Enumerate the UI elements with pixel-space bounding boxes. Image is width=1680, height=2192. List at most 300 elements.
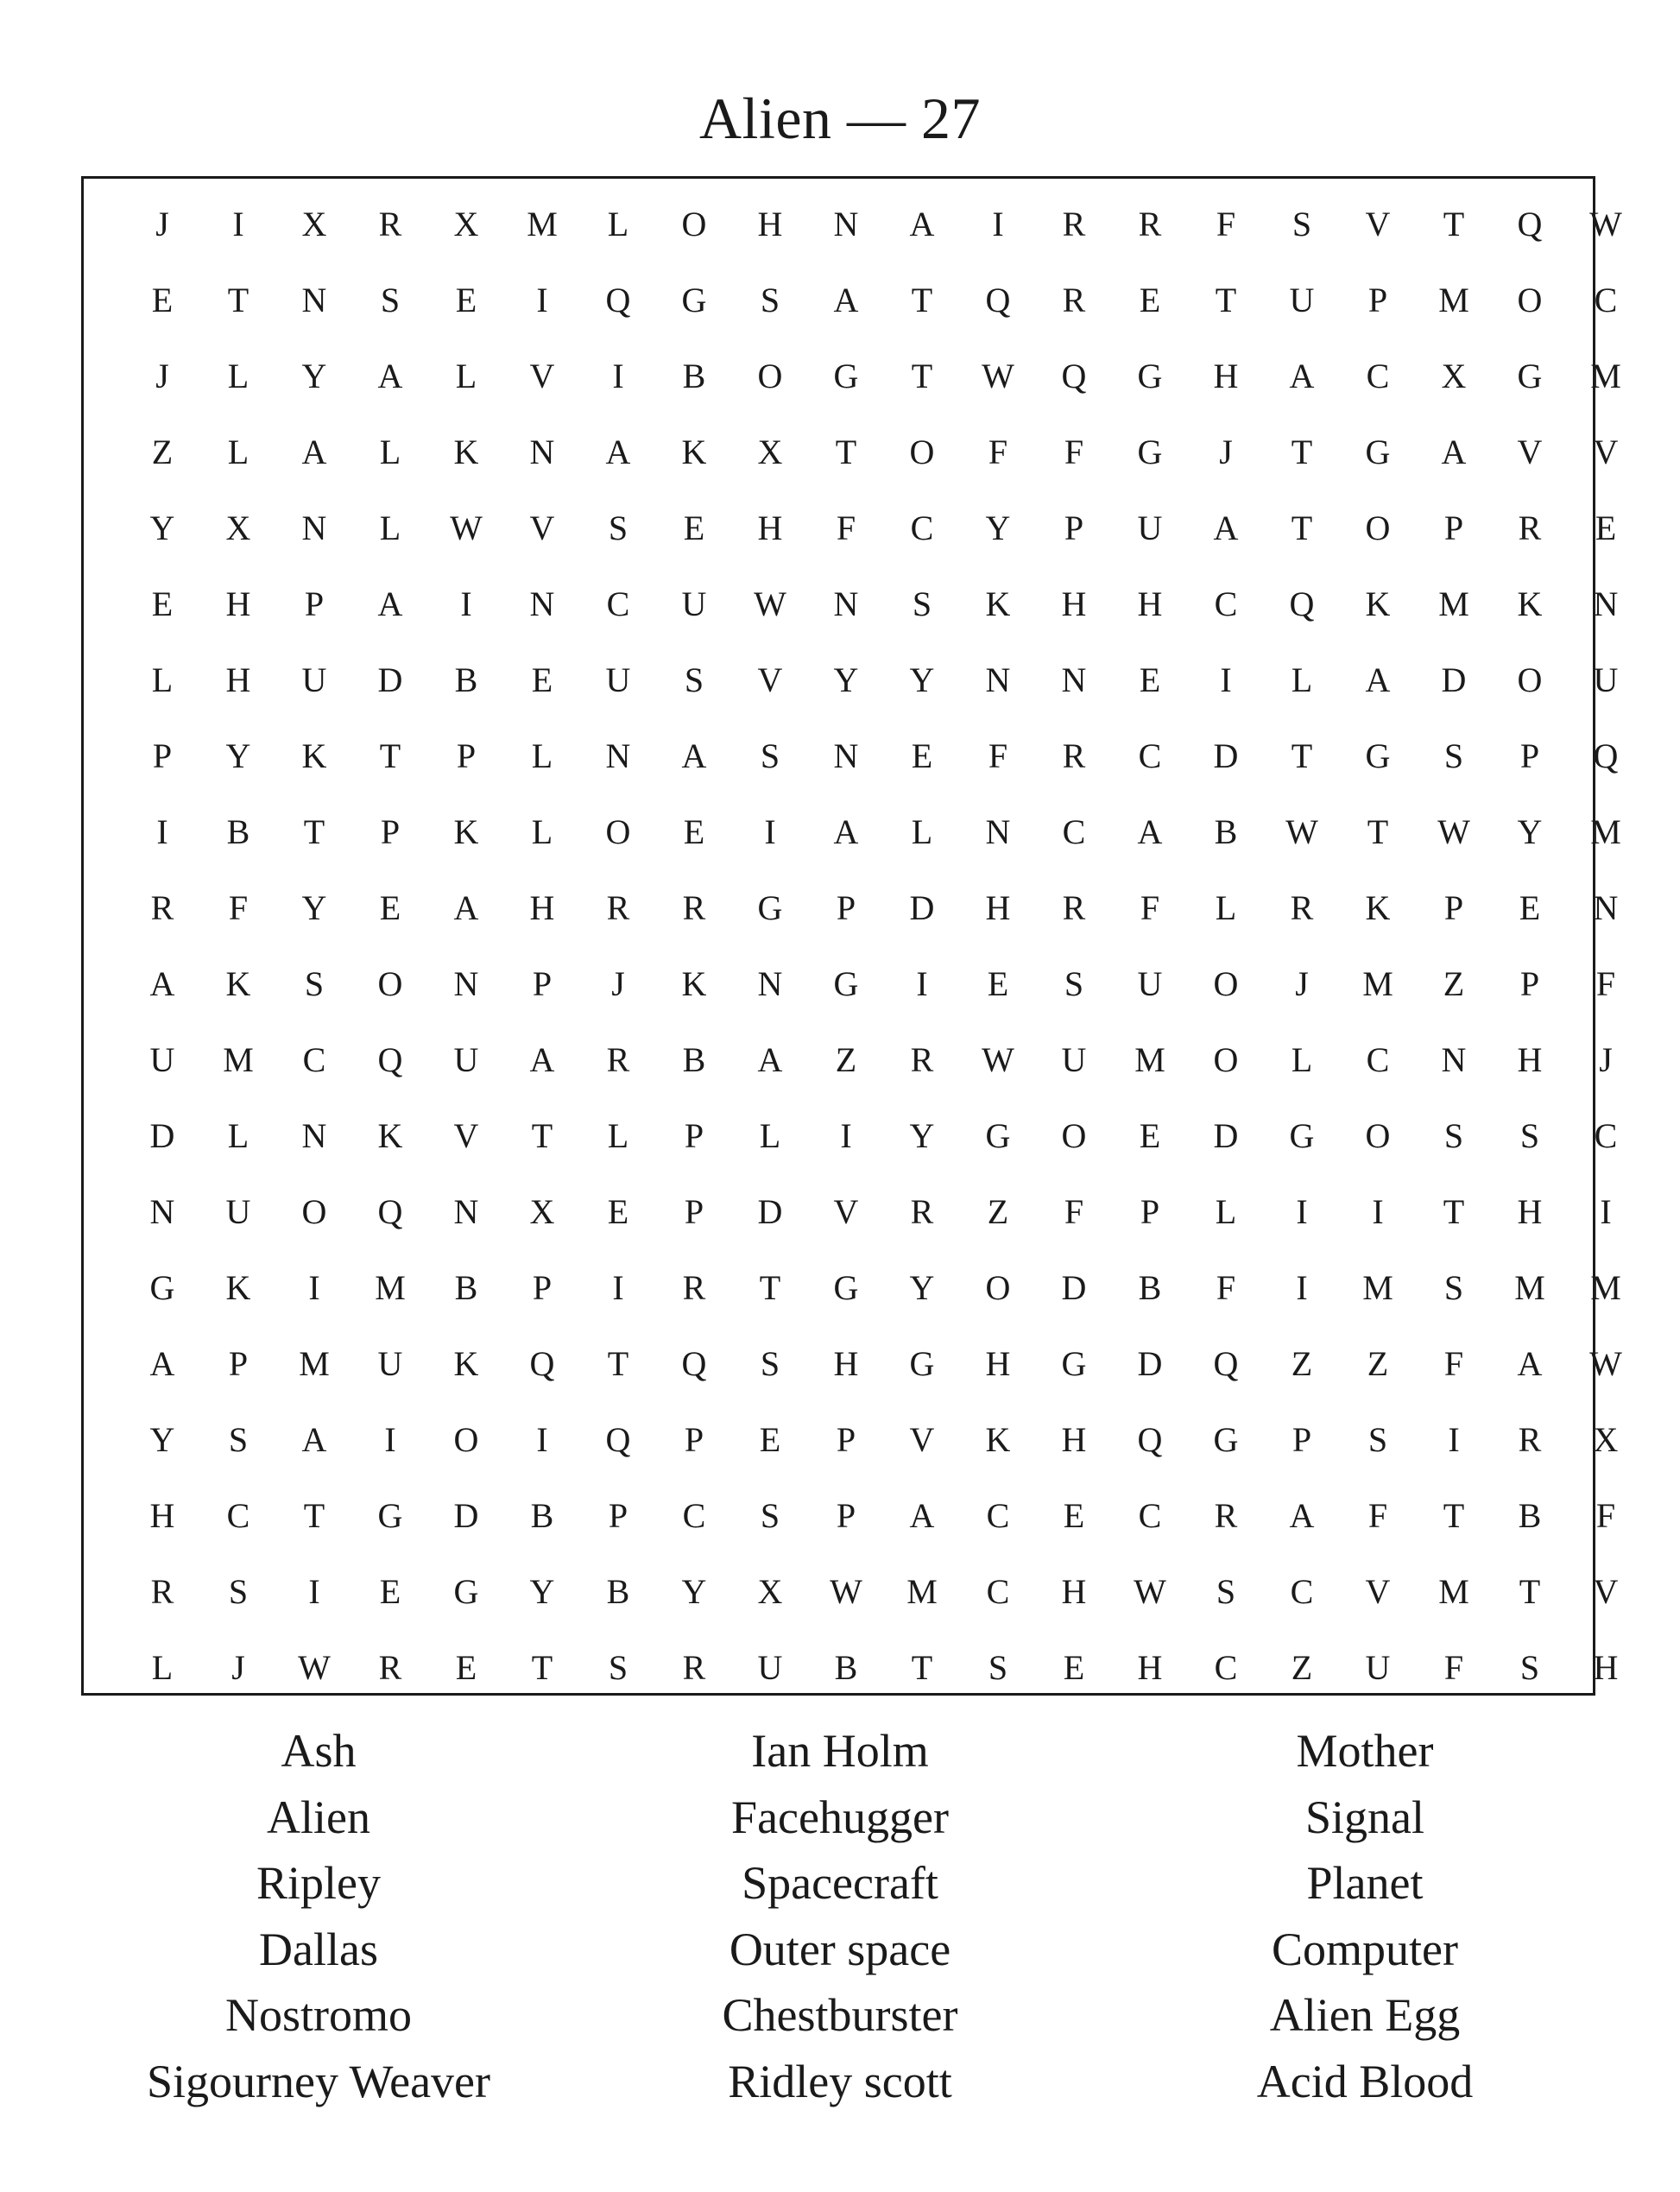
grid-letter: Z [987, 1191, 1009, 1231]
grid-letter: Q [1517, 204, 1543, 243]
grid-letter: P [380, 812, 401, 851]
grid-letter: D [453, 1495, 479, 1535]
grid-letter: T [1519, 1571, 1541, 1611]
grid-letter: E [379, 1571, 401, 1611]
grid-letter: A [757, 1039, 783, 1079]
grid-letter: K [985, 1419, 1011, 1459]
grid-letter: P [1292, 1419, 1312, 1459]
grid-letter: R [910, 1191, 934, 1231]
grid-letter: H [1061, 1571, 1087, 1611]
letter-grid-frame [81, 176, 1622, 1696]
word-item: Ripley [256, 1857, 381, 1910]
grid-letter: H [1593, 1647, 1619, 1687]
grid-letter: R [1062, 280, 1086, 319]
grid-letter: L [911, 812, 933, 851]
grid-letter: M [223, 1039, 254, 1079]
grid-letter: L [455, 356, 477, 395]
grid-letter: G [1365, 736, 1391, 775]
grid-letter: W [450, 508, 483, 547]
word-column-3 [1123, 1718, 1607, 2115]
grid-letter: E [531, 660, 553, 699]
grid-letter: L [1291, 1039, 1313, 1079]
grid-letter: B [530, 1495, 554, 1535]
grid-letter: S [1367, 1419, 1388, 1459]
grid-letter: U [1365, 1647, 1391, 1687]
grid-letter: E [151, 280, 174, 319]
grid-letter: G [757, 888, 783, 927]
grid-letter: L [379, 432, 401, 471]
word-item: Computer [1272, 1923, 1458, 1975]
grid-letter: P [1443, 508, 1464, 547]
grid-letter: R [1290, 888, 1314, 927]
grid-letter: C [1594, 280, 1618, 319]
grid-letter: T [1443, 1191, 1465, 1231]
grid-letter: M [527, 204, 558, 243]
grid-letter: O [1213, 1039, 1239, 1079]
grid-letter: L [607, 204, 629, 243]
grid-letter: D [1213, 736, 1239, 775]
grid-letter: U [377, 1343, 403, 1383]
word-item: Outer space [729, 1923, 951, 1975]
grid-letter: X [757, 432, 783, 471]
grid-letter: N [149, 1191, 175, 1231]
word-item: Chestburster [722, 1989, 958, 2042]
grid-letter: S [1443, 1115, 1464, 1155]
grid-letter: G [681, 280, 707, 319]
grid-letter: W [1589, 1343, 1622, 1383]
grid-letter: E [987, 963, 1009, 1003]
grid-letter: G [453, 1571, 479, 1611]
grid-letter: N [301, 1115, 327, 1155]
grid-letter: O [1061, 1115, 1087, 1155]
grid-letter: C [1138, 1495, 1162, 1535]
grid-letter: R [682, 1267, 706, 1307]
grid-letter: R [606, 1039, 630, 1079]
grid-letter: D [377, 660, 403, 699]
grid-letter: G [1137, 356, 1163, 395]
grid-letter: R [1518, 508, 1542, 547]
grid-letter: H [1061, 1419, 1087, 1459]
word-item: Ash [281, 1725, 357, 1777]
grid-letter: E [759, 1419, 781, 1459]
grid-letter: I [612, 356, 624, 395]
grid-letter: A [377, 356, 403, 395]
grid-letter: C [986, 1571, 1010, 1611]
grid-letter: P [532, 1267, 553, 1307]
grid-letter: T [759, 1267, 781, 1307]
grid-letter: L [151, 660, 174, 699]
grid-letter: A [1289, 1495, 1315, 1535]
grid-letter: Y [833, 660, 859, 699]
grid-letter: T [227, 280, 249, 319]
grid-letter: A [909, 1495, 935, 1535]
grid-letter: F [1443, 1647, 1464, 1687]
grid-letter: L [1215, 1191, 1237, 1231]
grid-letter: N [529, 432, 555, 471]
grid-letter: U [301, 660, 327, 699]
grid-letter: Q [605, 280, 631, 319]
grid-letter: Q [377, 1039, 403, 1079]
word-item: Spacecraft [742, 1857, 938, 1910]
grid-letter: I [460, 584, 472, 623]
grid-letter: L [1215, 888, 1237, 927]
grid-letter: S [304, 963, 325, 1003]
grid-letter: B [226, 812, 250, 851]
grid-letter: P [304, 584, 325, 623]
grid-letter: I [536, 1419, 548, 1459]
grid-letter: Z [151, 432, 174, 471]
grid-letter: G [1517, 356, 1543, 395]
grid-letter: W [982, 1039, 1014, 1079]
grid-letter: S [1064, 963, 1084, 1003]
grid-letter: S [988, 1647, 1008, 1687]
grid-letter: N [301, 508, 327, 547]
grid-letter: A [1441, 432, 1467, 471]
grid-letter: I [992, 204, 1004, 243]
grid-letter: G [1289, 1115, 1315, 1155]
grid-letter: I [1448, 1419, 1460, 1459]
grid-letter: F [1595, 1495, 1616, 1535]
grid-letter: X [1593, 1419, 1619, 1459]
grid-letter: L [759, 1115, 781, 1155]
grid-letter: Y [301, 888, 327, 927]
grid-letter: O [909, 432, 935, 471]
grid-letter: S [1216, 1571, 1236, 1611]
grid-letter: P [532, 963, 553, 1003]
grid-letter: P [684, 1419, 704, 1459]
grid-letter: N [1593, 888, 1619, 927]
grid-letter: S [684, 660, 704, 699]
grid-letter: R [1062, 204, 1086, 243]
grid-letter: P [1140, 1191, 1160, 1231]
grid-letter: G [1213, 1419, 1239, 1459]
grid-letter: N [985, 812, 1011, 851]
grid-letter: Y [681, 1571, 707, 1611]
grid-letter: L [227, 432, 249, 471]
grid-letter: O [1365, 508, 1391, 547]
grid-letter: Q [1593, 736, 1619, 775]
grid-letter: X [453, 204, 479, 243]
grid-letter: B [606, 1571, 630, 1611]
grid-letter: M [1514, 1267, 1545, 1307]
grid-letter: H [833, 1343, 859, 1383]
grid-letter: U [1289, 280, 1315, 319]
grid-letter: B [454, 1267, 478, 1307]
word-item: Sigourney Weaver [146, 2055, 491, 2107]
grid-letter: F [1064, 432, 1084, 471]
word-item: Alien Egg [1269, 1989, 1461, 2042]
word-column-2 [598, 1718, 1082, 2115]
grid-letter: P [1443, 888, 1464, 927]
grid-letter: T [607, 1343, 629, 1383]
grid-letter: X [529, 1191, 555, 1231]
grid-letter: H [529, 888, 555, 927]
grid-letter: M [1590, 1267, 1621, 1307]
grid-letter: L [607, 1115, 629, 1155]
grid-letter: R [150, 1571, 174, 1611]
grid-letter: M [1362, 1267, 1393, 1307]
grid-letter: E [683, 508, 705, 547]
grid-letter: A [453, 888, 479, 927]
word-item: Acid Blood [1256, 2055, 1474, 2107]
grid-letter: K [1517, 584, 1543, 623]
grid-letter: H [985, 1343, 1011, 1383]
grid-letter: K [1365, 584, 1391, 623]
grid-letter: N [833, 584, 859, 623]
grid-letter: E [1139, 280, 1161, 319]
grid-letter: C [606, 584, 630, 623]
grid-letter: A [605, 432, 631, 471]
grid-letter: L [1291, 660, 1313, 699]
grid-letter: D [909, 888, 935, 927]
grid-letter: V [833, 1191, 859, 1231]
grid-letter: F [1595, 963, 1616, 1003]
grid-letter: A [1365, 660, 1391, 699]
grid-letter: D [1137, 1343, 1163, 1383]
grid-letter: A [833, 280, 859, 319]
grid-letter: U [681, 584, 707, 623]
grid-letter: V [1365, 204, 1391, 243]
grid-letter: A [681, 736, 707, 775]
grid-letter: R [682, 888, 706, 927]
grid-letter: B [1518, 1495, 1542, 1535]
word-item: Nostromo [225, 1989, 412, 2042]
grid-letter: B [834, 1647, 858, 1687]
grid-letter: Y [909, 660, 935, 699]
grid-letter: T [1443, 1495, 1465, 1535]
grid-letter: R [378, 204, 402, 243]
grid-letter: S [1443, 736, 1464, 775]
grid-letter: J [611, 963, 625, 1003]
grid-letter: C [226, 1495, 250, 1535]
grid-letter: J [1219, 432, 1233, 471]
grid-letter: I [1600, 1191, 1612, 1231]
grid-letter: C [910, 508, 934, 547]
word-column-1 [77, 1718, 560, 2115]
grid-letter: A [833, 812, 859, 851]
grid-letter: I [536, 280, 548, 319]
grid-letter: G [149, 1267, 175, 1307]
grid-letter: G [985, 1115, 1011, 1155]
grid-letter: V [529, 356, 555, 395]
grid-letter: S [1519, 1647, 1540, 1687]
grid-letter: U [605, 660, 631, 699]
grid-letter: O [1517, 660, 1543, 699]
grid-letter: R [606, 888, 630, 927]
grid-letter: R [1062, 736, 1086, 775]
grid-letter: L [531, 736, 553, 775]
grid-letter: Y [149, 1419, 175, 1459]
grid-letter: D [1213, 1115, 1239, 1155]
grid-letter: C [682, 1495, 706, 1535]
grid-letter: T [303, 812, 325, 851]
grid-letter: P [456, 736, 477, 775]
grid-letter: A [909, 204, 935, 243]
grid-letter: V [757, 660, 783, 699]
grid-letter: L [379, 508, 401, 547]
grid-letter: A [1213, 508, 1239, 547]
grid-letter: S [1519, 1115, 1540, 1155]
grid-letter: J [1295, 963, 1309, 1003]
grid-letter: I [612, 1267, 624, 1307]
grid-letter: K [225, 1267, 251, 1307]
grid-letter: M [906, 1571, 938, 1611]
grid-letter: C [1062, 812, 1086, 851]
letter-grid [124, 186, 1644, 1705]
grid-letter: E [1519, 888, 1541, 927]
grid-letter: O [985, 1267, 1011, 1307]
grid-letter: I [1296, 1191, 1308, 1231]
grid-letter: S [228, 1571, 249, 1611]
grid-letter: D [1061, 1267, 1087, 1307]
grid-letter: H [1213, 356, 1239, 395]
grid-letter: W [1134, 1571, 1166, 1611]
grid-letter: S [380, 280, 401, 319]
grid-letter: R [682, 1647, 706, 1687]
grid-letter: V [909, 1419, 935, 1459]
grid-letter: T [1291, 508, 1313, 547]
grid-letter: J [1599, 1039, 1613, 1079]
grid-letter: K [985, 584, 1011, 623]
grid-letter: Y [301, 356, 327, 395]
grid-letter: J [231, 1647, 245, 1687]
grid-letter: G [833, 963, 859, 1003]
grid-letter: A [1137, 812, 1163, 851]
grid-letter: M [1590, 812, 1621, 851]
grid-letter: G [909, 1343, 935, 1383]
grid-letter: I [308, 1267, 320, 1307]
grid-letter: W [982, 356, 1014, 395]
grid-letter: Q [605, 1419, 631, 1459]
grid-letter: T [911, 356, 933, 395]
grid-letter: D [149, 1115, 175, 1155]
grid-letter: C [1290, 1571, 1314, 1611]
grid-letter: A [301, 1419, 327, 1459]
grid-letter: T [1291, 736, 1313, 775]
grid-letter: H [985, 888, 1011, 927]
grid-letter: X [1441, 356, 1467, 395]
grid-letter: E [151, 584, 174, 623]
grid-letter: F [988, 736, 1008, 775]
grid-letter: F [228, 888, 249, 927]
grid-letter: M [299, 1343, 330, 1383]
grid-letter: M [1438, 280, 1469, 319]
grid-letter: O [1365, 1115, 1391, 1155]
grid-letter: R [1518, 1419, 1542, 1459]
grid-letter: L [227, 1115, 249, 1155]
grid-letter: P [152, 736, 173, 775]
grid-letter: K [301, 736, 327, 775]
grid-letter: A [1517, 1343, 1543, 1383]
grid-letter: P [684, 1115, 704, 1155]
grid-letter: K [453, 812, 479, 851]
grid-letter: T [1443, 204, 1465, 243]
grid-letter: O [757, 356, 783, 395]
grid-letter: D [757, 1191, 783, 1231]
grid-letter: P [836, 1419, 856, 1459]
grid-letter: N [605, 736, 631, 775]
grid-letter: T [379, 736, 401, 775]
grid-letter: U [1061, 1039, 1087, 1079]
grid-letter: Q [1137, 1419, 1163, 1459]
grid-letter: P [684, 1191, 704, 1231]
grid-letter: K [453, 432, 479, 471]
grid-letter: H [757, 204, 783, 243]
grid-letter: T [835, 432, 857, 471]
grid-letter: E [607, 1191, 629, 1231]
grid-letter: S [760, 1343, 780, 1383]
grid-letter: O [1213, 963, 1239, 1003]
grid-letter: O [681, 204, 707, 243]
grid-letter: K [377, 1115, 403, 1155]
grid-letter: T [531, 1647, 553, 1687]
grid-letter: M [1362, 963, 1393, 1003]
grid-letter: E [911, 736, 933, 775]
grid-letter: X [757, 1571, 783, 1611]
grid-letter: V [1593, 1571, 1619, 1611]
grid-letter: R [150, 888, 174, 927]
word-item: Signal [1304, 1791, 1424, 1843]
grid-letter: I [1296, 1267, 1308, 1307]
grid-letter: J [155, 204, 169, 243]
grid-letter: Z [1443, 963, 1465, 1003]
grid-letter: Q [681, 1343, 707, 1383]
grid-letter: H [757, 508, 783, 547]
grid-letter: J [155, 356, 169, 395]
grid-letter: O [1517, 280, 1543, 319]
grid-letter: T [1215, 280, 1237, 319]
grid-letter: G [377, 1495, 403, 1535]
grid-letter: Y [225, 736, 251, 775]
grid-letter: T [1291, 432, 1313, 471]
grid-letter: U [1137, 963, 1163, 1003]
grid-letter: M [375, 1267, 406, 1307]
grid-letter: N [453, 963, 479, 1003]
grid-letter: F [988, 432, 1008, 471]
grid-letter: W [1285, 812, 1318, 851]
grid-letter: N [833, 736, 859, 775]
grid-letter: S [1292, 204, 1312, 243]
grid-letter: K [225, 963, 251, 1003]
grid-letter: H [225, 660, 251, 699]
grid-letter: N [453, 1191, 479, 1231]
grid-letter: N [985, 660, 1011, 699]
grid-letter: G [1137, 432, 1163, 471]
grid-letter: P [1367, 280, 1388, 319]
grid-letter: Y [149, 508, 175, 547]
grid-letter: S [608, 508, 628, 547]
grid-letter: P [1519, 736, 1540, 775]
grid-letter: P [228, 1343, 249, 1383]
grid-letter: V [1593, 432, 1619, 471]
grid-letter: E [1595, 508, 1617, 547]
grid-letter: B [1138, 1267, 1162, 1307]
grid-letter: T [911, 280, 933, 319]
grid-letter: F [1140, 888, 1160, 927]
word-item: Dallas [259, 1923, 378, 1975]
grid-letter: N [1593, 584, 1619, 623]
grid-letter: Z [835, 1039, 857, 1079]
grid-letter: O [377, 963, 403, 1003]
grid-letter: P [836, 888, 856, 927]
grid-letter: X [225, 508, 251, 547]
grid-letter: B [1214, 812, 1238, 851]
grid-letter: V [1517, 432, 1543, 471]
grid-letter: U [1593, 660, 1619, 699]
grid-letter: K [453, 1343, 479, 1383]
grid-letter: U [149, 1039, 175, 1079]
grid-letter: V [1365, 1571, 1391, 1611]
